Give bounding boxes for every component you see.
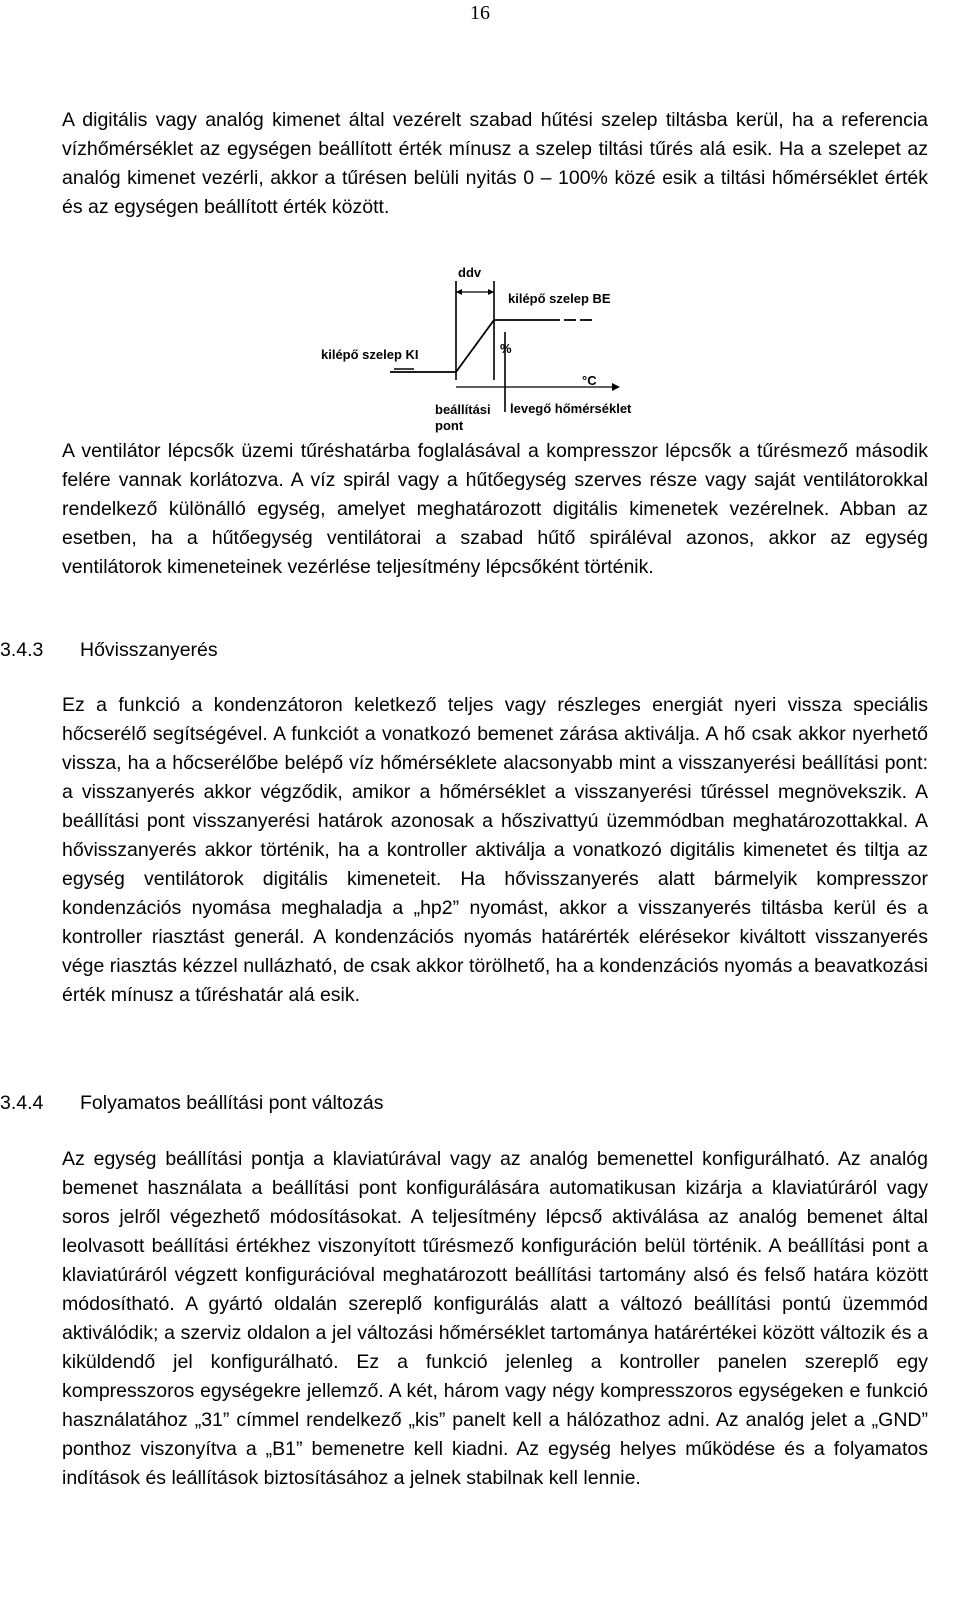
ddv-arrow-left — [456, 289, 462, 295]
ddv-arrow-right — [488, 289, 494, 295]
diagram-air-temp-label: levegő hőmérséklet — [510, 401, 632, 416]
section-title: Hővisszanyerés — [80, 639, 218, 661]
diagram-valve-on-label: kilépő szelep BE — [508, 291, 611, 306]
section-number: 3.4.4 — [0, 1092, 44, 1114]
section-number: 3.4.3 — [0, 639, 44, 661]
paragraph-setpoint: Az egység beállítási pontja a klaviatúrával vagy az analóg bemenettel konfigurálható. Az analóg bemenet használata a beállítási pont konfigurálására automatikusan kizárja a klaviatúráról vagy soros jelről végezhető módosításokat. A teljesítmény lépcső aktiválása az analóg bemenet által leolvasott beállítási értékhez viszonyított tűrésmező konfiguráción belül történik. A beállítási pont a klaviatúráról végzett konfigurációval meghatározott beállítási tartomány alsó és felső határa között módosítható. A gyártó oldalán szereplő konfigurálás alatt a változó beállítási pontú üzemmód aktiválódik; a szerviz oldalon a jel változási hőmérséklet tartománya határértékei között változik és a kiküldendő jel konfigurálható. Ez a funkció jelenleg a kontroller panelen szereplő egy kompresszoros egységekre jellemző. A két, három vagy négy kompresszoros egységeken e funkció használatához „31” címmel rendelkező „kis” panelt kell a hálózathoz adni. Az analóg jelet a „GND” ponthoz viszonyítva a „B1” bemenetre kell kiadni. Az egység helyes működése és a folyamatos indítások és leállítások biztosításához a jelnek stabilnak kell lennie. — [62, 1148, 928, 1489]
diagram-setpoint-label: beállítási — [435, 402, 491, 417]
paragraph-heat-recovery: Ez a funkció a kondenzátoron keletkező teljes vagy részleges energiát nyeri vissza speciális hőcserélő segítségével. A funkciót a vonatkozó bemenet zárása aktiválja. A hő csak akkor nyerhető vissza, ha a hőcserélőbe belépő víz hőmérséklete alacsonyabb mint a visszanyerési beállítási pont: a visszanyerés akkor végződik, amikor a hőmérséklet a visszanyerési tűréssel megnövekszik. A beállítási pont visszanyerési határok azonosak a hőszivattyú üzemmódban meghatározottakkal. A hővisszanyerés akkor történik, ha a kontroller aktiválja a vonatkozó digitális kimenetet és tiltja az egység ventilátorok digitális kimeneteit. Ha hővisszanyerés alatt bármelyik kompresszor kondenzációs nyomása meghaladja a „hp2” nyomást, akkor a visszanyerés tiltásba kerül és a kontroller riasztást generál. A kondenzációs nyomás határérték elérésekor kiváltott visszanyerés vége riasztás kézzel nullázható, de csak akkor törölhető, ha a kondenzációs nyomás a beavatkozási érték mínusz a tűréshatár alá esik. — [62, 694, 928, 1006]
section-heading-heat-recovery — [0, 636, 218, 665]
diagram-valve-off-label: kilépő szelep KI — [321, 347, 419, 362]
valve-ramp-line — [456, 320, 494, 372]
valve-diagram — [300, 262, 670, 437]
diagram-celsius-label: °C — [582, 373, 597, 388]
temperature-axis-arrow — [612, 383, 620, 391]
section-heading-setpoint — [0, 1089, 384, 1118]
section-title: Folyamatos beállítási pont változás — [80, 1092, 384, 1114]
diagram-percent-label: % — [500, 341, 512, 356]
diagram-ddv-label: ddv — [458, 265, 482, 280]
diagram-setpoint-label-2: pont — [435, 418, 464, 433]
paragraph-free-cooling-valve: A digitális vagy analóg kimenet által vezérelt szabad hűtési szelep tiltásba kerül, ha a referencia vízhőmérséklet az egységen beállított érték mínusz a szelep tiltási tűrés alá esik. Ha a szelepet az analóg kimenet vezérli, akkor a tűrésen belüli nyitás 0 – 100% közé esik a tiltási hőmérséklet érték és az egységen beállított érték között. — [62, 109, 928, 218]
paragraph-fan-steps: A ventilátor lépcsők üzemi tűréshatárba foglalásával a kompresszor lépcsők a tűrésmező második felére vannak korlátozva. A víz spirál vagy a hűtőegység szerves része vagy saját ventilátorokkal rendelkező különálló egység, amelyet meghatározott digitális kimenetek vezérelnek. Abban az esetben, ha a hűtőegység ventilátorai a szabad hűtő spiráléval azonos, akkor az egység ventilátorok kimeneteinek vezérlése teljesítmény lépcsőként történik. — [62, 440, 928, 578]
page-number: 16 — [470, 2, 490, 24]
